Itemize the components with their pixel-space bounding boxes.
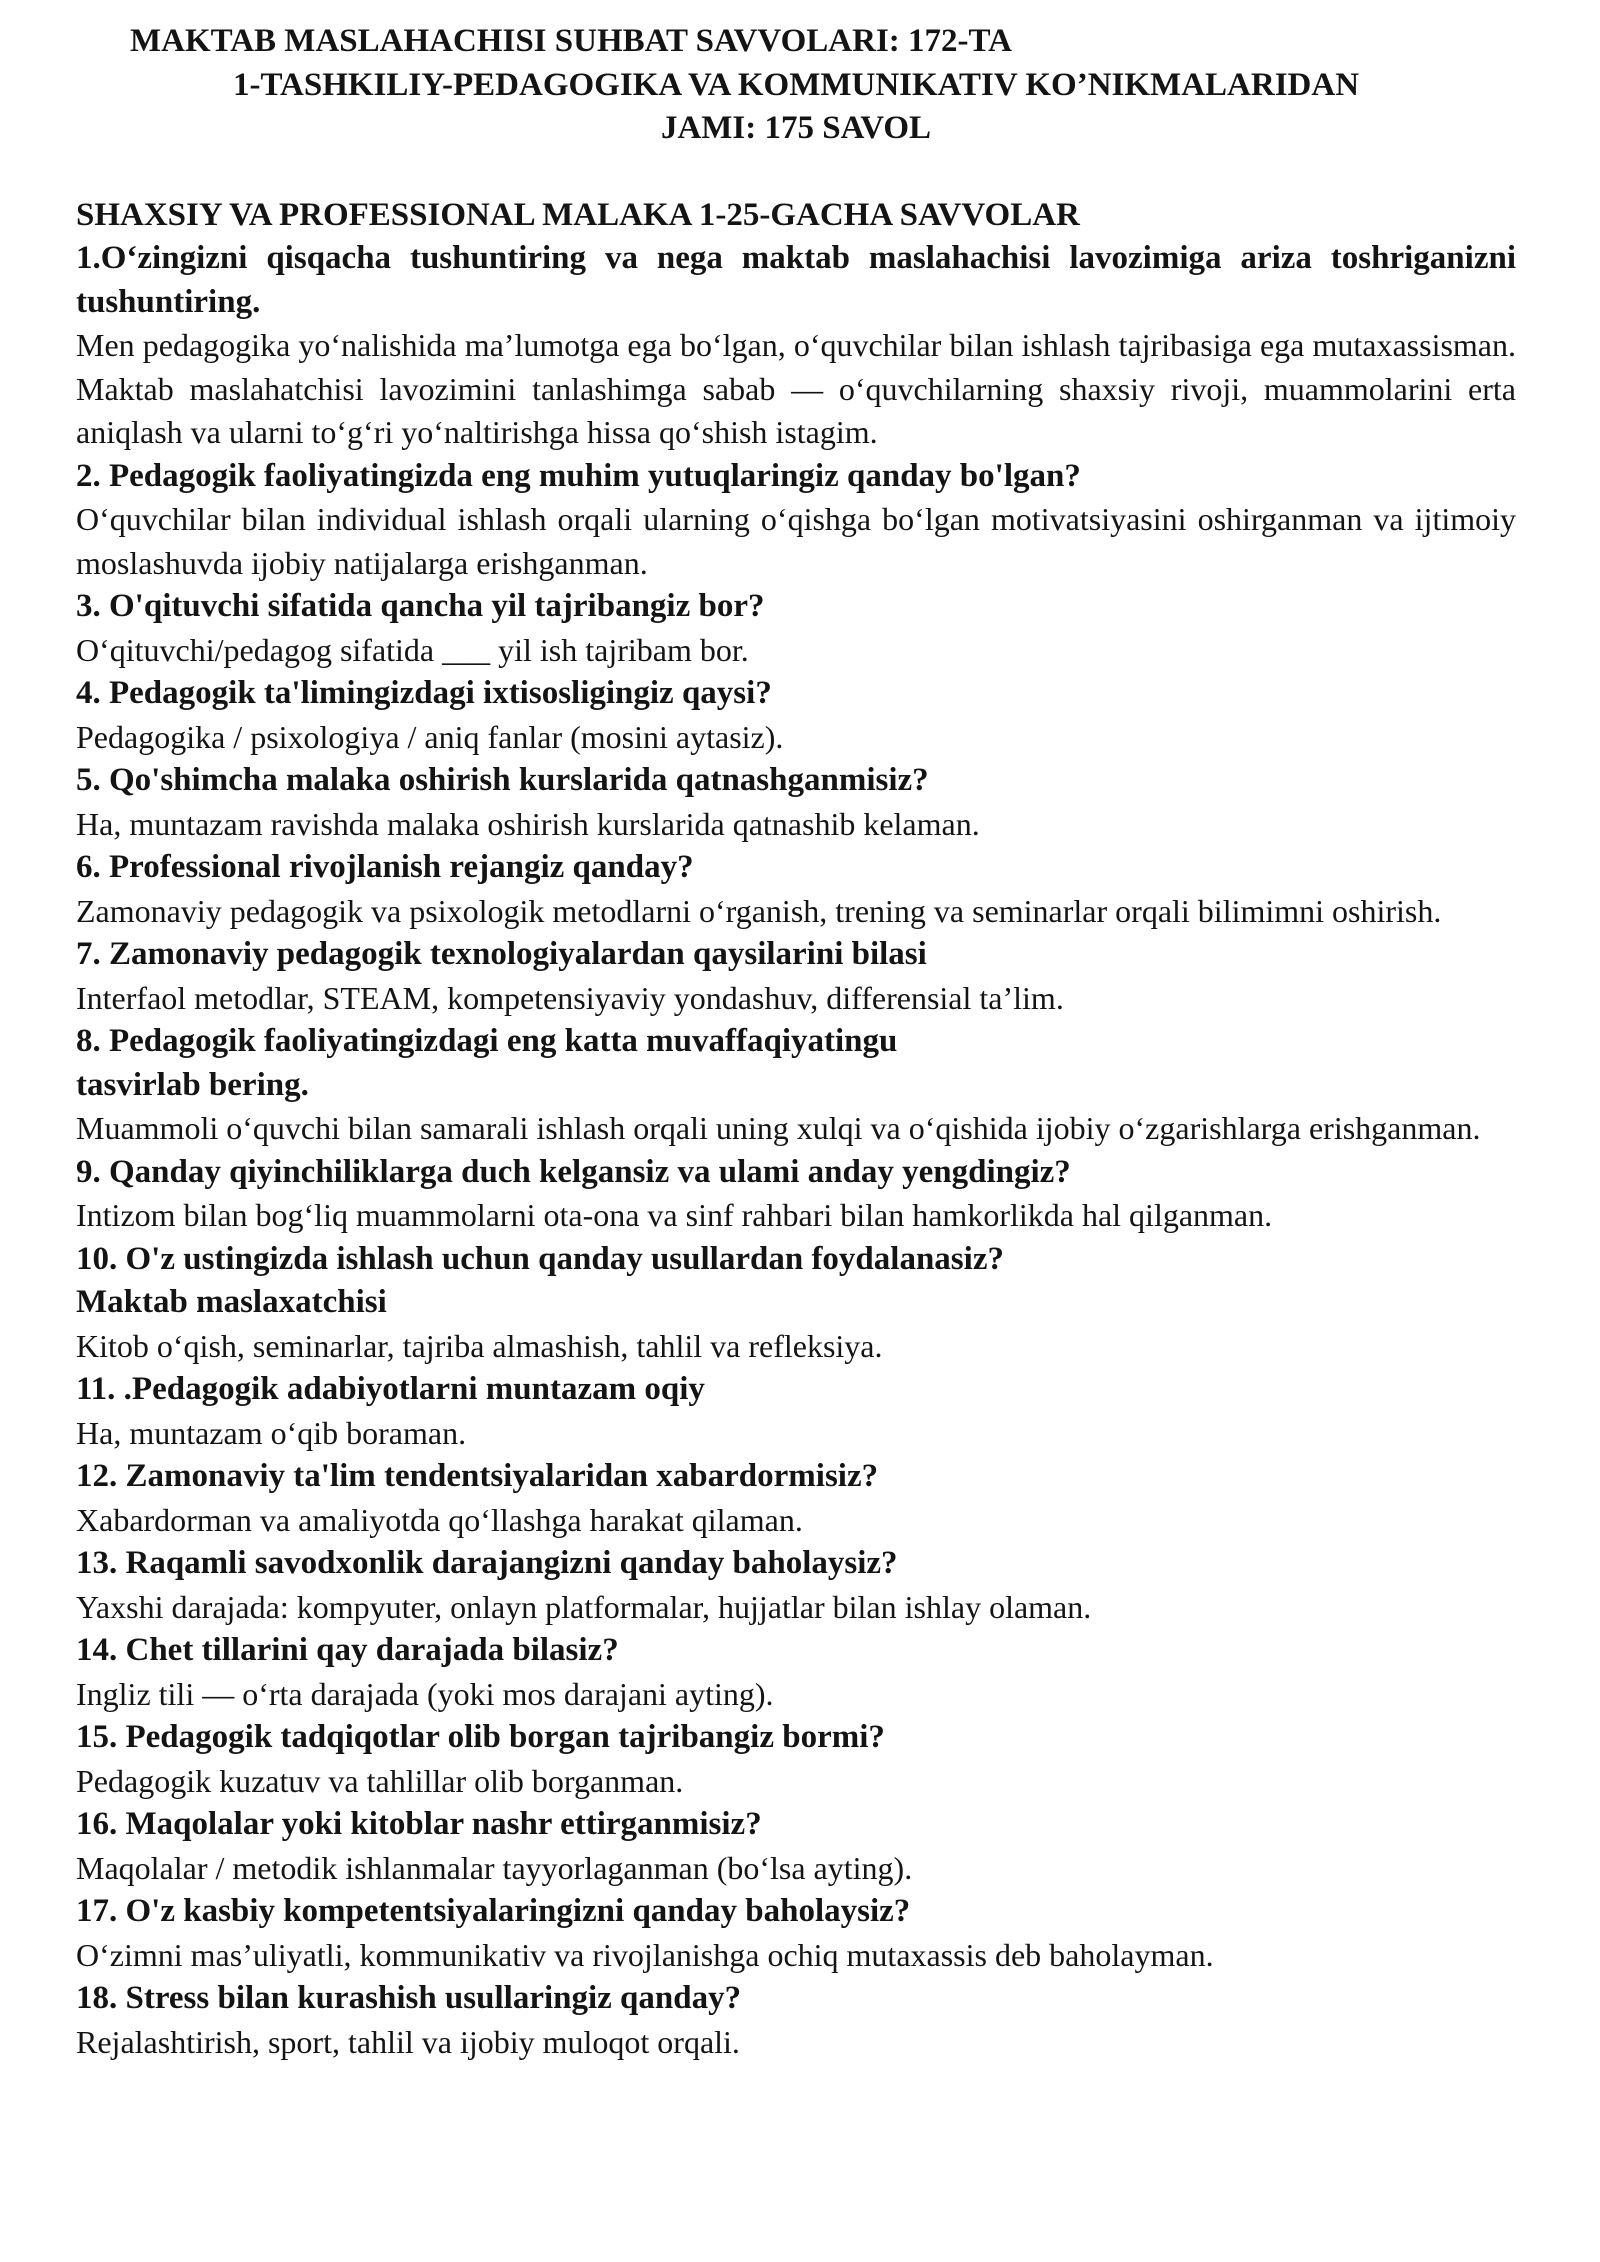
answer-text: Maqolalar / metodik ishlanmalar tayyorlaganman (bo‘lsa ayting). xyxy=(76,1849,913,1886)
qa-item xyxy=(76,759,1516,846)
qa-list xyxy=(76,237,1516,2064)
answer-text: Ingliz tili — o‘rta darajada (yoki mos darajani ayting). xyxy=(76,1675,774,1712)
question-text: 10. O'z ustingizda ishlash uchun qanday usullardan foydalanasiz? xyxy=(76,1240,1004,1277)
document-header xyxy=(76,20,1516,151)
question-text: 13. Raqamli savodxonlik darajangizni qanday baholaysiz? xyxy=(76,1545,898,1581)
answer-text: Muammoli o‘quvchi bilan samarali ishlash orqali uning xulqi va o‘qishida ijobiy o‘zgarishlarga erishganman. xyxy=(76,1110,1481,1146)
qa-item xyxy=(76,1890,1516,1977)
question-text: 12. Zamonaviy ta'lim tendentsiyalaridan xabardormisiz? xyxy=(76,1458,879,1494)
qa-item xyxy=(76,1716,1516,1803)
document-page xyxy=(76,20,1516,2064)
qa-item xyxy=(76,1629,1516,1716)
question-text: 11. .Pedagogik adabiyotlarni muntazam oqiy xyxy=(76,1371,705,1407)
answer-text: Ha, muntazam ravishda malaka oshirish kurslarida qatnashib kelaman. xyxy=(76,805,980,842)
qa-item xyxy=(76,1151,1516,1238)
document-subtitle: 1-TASHKILIY-PEDAGOGIKA VA KOMMUNIKATIV KO’NIKMALARIDAN xyxy=(232,66,1360,103)
question-text: 5. Qo'shimcha malaka oshirish kurslarida qatnashganmisiz? xyxy=(76,762,929,798)
answer-text: Zamonaviy pedagogik va psixologik metodlarni o‘rganish, trening va seminarlar orqali bilimimni oshirish. xyxy=(76,892,1442,929)
qa-item xyxy=(76,1020,1516,1151)
question-text: 15. Pedagogik tadqiqotlar olib borgan tajribangiz bormi? xyxy=(76,1719,885,1755)
qa-item xyxy=(76,1238,1516,1369)
qa-item xyxy=(76,846,1516,933)
question-text: 18. Stress bilan kurashish usullaringiz qanday? xyxy=(76,1980,742,2016)
question-text-continued: Maktab maslaxatchisi xyxy=(76,1284,387,1320)
question-text: 17. O'z kasbiy kompetentsiyalaringizni qanday baholaysiz? xyxy=(76,1893,911,1929)
qa-item xyxy=(76,1455,1516,1542)
qa-item xyxy=(76,933,1516,1020)
answer-text: O‘qituvchi/pedagog sifatida ___ yil ish tajribam bor. xyxy=(76,631,749,668)
question-text: 3. O'qituvchi sifatida qancha yil tajribangiz bor? xyxy=(76,588,765,624)
question-total: JAMI: 175 SAVOL xyxy=(660,110,932,146)
qa-item xyxy=(76,1977,1516,2064)
qa-item xyxy=(76,1803,1516,1890)
question-text: 6. Professional rivojlanish rejangiz qanday? xyxy=(76,849,694,885)
question-text-continued: tasvirlab bering. xyxy=(76,1066,309,1103)
question-text: 7. Zamonaviy pedagogik texnologiyalardan qaysilarini bilasi xyxy=(76,936,927,972)
answer-text: Pedagogika / psixologiya / aniq fanlar (mosini aytasiz). xyxy=(76,718,784,755)
qa-item xyxy=(76,585,1516,672)
answer-text: Ha, muntazam o‘qib boraman. xyxy=(76,1414,467,1451)
question-text: 14. Chet tillarini qay darajada bilasiz? xyxy=(76,1632,619,1668)
answer-text: Interfaol metodlar, STEAM, kompetensiyaviy yondashuv, differensial ta’lim. xyxy=(76,979,1064,1016)
answer-text: Xabardorman va amaliyotda qo‘llashga harakat qilaman. xyxy=(76,1501,803,1538)
answer-text: Kitob o‘qish, seminarlar, tajriba almashish, tahlil va refleksiya. xyxy=(76,1327,883,1364)
answer-text: Yaxshi darajada: kompyuter, onlayn platformalar, hujjatlar bilan ishlay olaman. xyxy=(76,1588,1092,1625)
question-text: 4. Pedagogik ta'limingizdagi ixtisosligingiz qaysi? xyxy=(76,675,772,711)
qa-item xyxy=(76,237,1516,455)
section-title: SHAXSIY VA PROFESSIONAL MALAKA 1-25-GACHA SAVVOLAR xyxy=(76,196,1080,233)
qa-item xyxy=(76,1368,1516,1455)
qa-item xyxy=(76,672,1516,759)
answer-text: Pedagogik kuzatuv va tahlillar olib borganman. xyxy=(76,1762,684,1799)
question-text: 1.O‘zingizni qisqacha tushuntiring va nega maktab maslahachisi lavozimiga ariza toshriganizni tushuntiring. xyxy=(76,240,1516,320)
qa-item xyxy=(76,455,1516,586)
question-text: 8. Pedagogik faoliyatingizdagi eng katta muvaffaqiyatingu xyxy=(76,1023,898,1059)
question-text: 9. Qanday qiyinchiliklarga duch kelgansiz va ulami anday yengdingiz? xyxy=(76,1153,1071,1190)
answer-text: Intizom bilan bog‘liq muammolarni ota-ona va sinf rahbari bilan hamkorlikda hal qilganman. xyxy=(76,1197,1273,1233)
answer-text: O‘quvchilar bilan individual ishlash orqali ularning o‘qishga bo‘lgan motivatsiyasini oshirganman va ijtimoiy moslashuvda ijobiy natijalarga erishganman. xyxy=(76,501,1516,581)
question-text: 16. Maqolalar yoki kitoblar nashr ettirganmisiz? xyxy=(76,1806,762,1842)
document-title: MAKTAB MASLAHACHISI SUHBAT SAVVOLARI: 172-TA xyxy=(130,23,1012,59)
answer-text: O‘zimni mas’uliyatli, kommunikativ va rivojlanishga ochiq mutaxassis deb baholayman. xyxy=(76,1936,1214,1973)
qa-item xyxy=(76,1542,1516,1629)
answer-text: Men pedagogika yo‘nalishida ma’lumotga ega bo‘lgan, o‘quvchilar bilan ishlash tajribasiga ega mutaxassisman. Maktab maslahatchisi lavozimini tanlashimga sabab — o‘quvchilarning shaxsiy rivoji, muammolarini erta aniqlash va ularni to‘g‘ri yo‘naltirishga hissa qo‘shish istagim. xyxy=(76,327,1516,450)
question-text: 2. Pedagogik faoliyatingizda eng muhim yutuqlaringiz qanday bo'lgan? xyxy=(76,457,1081,494)
answer-text: Rejalashtirish, sport, tahlil va ijobiy muloqot orqali. xyxy=(76,2023,740,2060)
